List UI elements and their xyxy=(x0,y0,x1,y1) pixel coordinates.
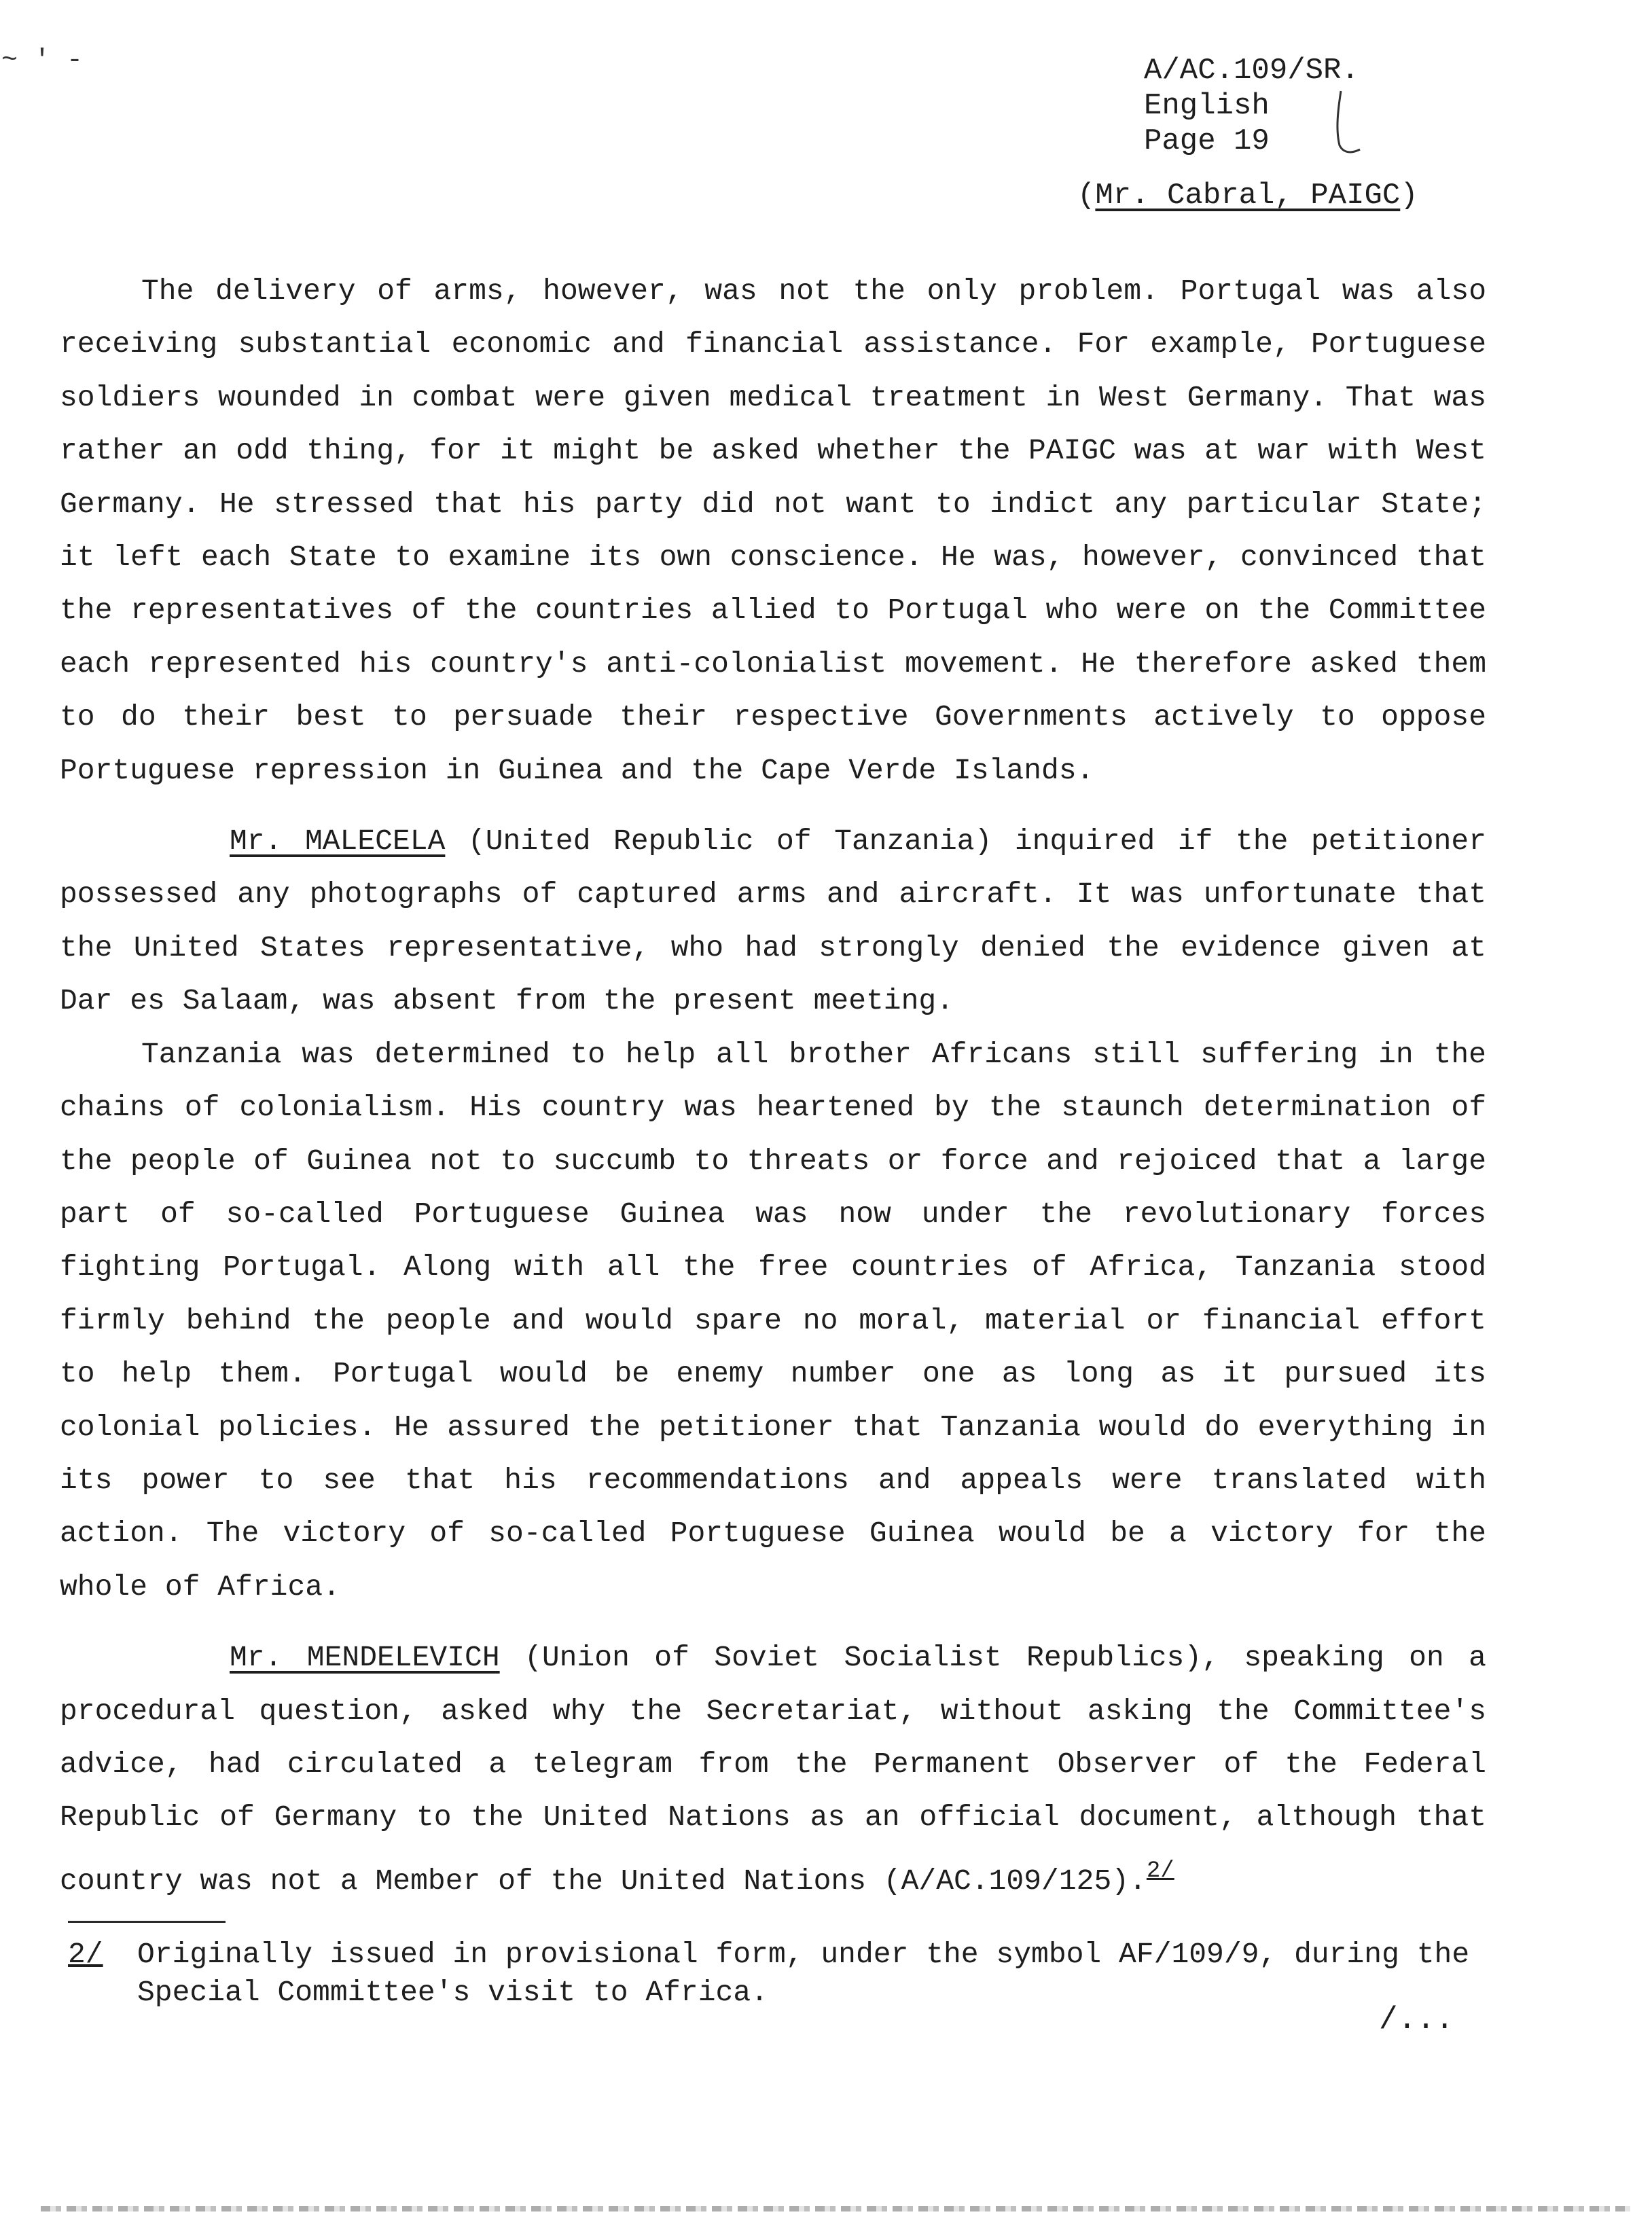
document-header xyxy=(1144,53,1359,159)
paragraph-cabral: The delivery of arms, however, was not the only problem. Portugal was also receiving substantial economic and financial assistance. For example, Portuguese soldiers wounded in combat were given medical treatment in West Germany. That was rather an odd thing, for it might be asked whether the PAIGC was at war with West Germany. He stressed that his party did not want to indict any particular State; it left each State to examine its own conscience. He was, however, convinced that the representatives of the countries allied to Portugal who were on the Committee each represented his country's anti-colonialist movement. He therefore asked them to do their best to persuade their respective Governments actively to oppose Portuguese repression in Guinea and the Cape Verde Islands. xyxy=(60,274,1486,787)
handwritten-bracket xyxy=(1331,88,1363,156)
footnote-reference: 2/ xyxy=(1146,1858,1174,1884)
footnote-text: Originally issued in provisional form, under the symbol AF/109/9, during the Special Committee's visit to Africa. xyxy=(137,1938,1470,2009)
paragraph-mendelevich xyxy=(60,1631,1486,1908)
paragraph-tanzania: Tanzania was determined to help all brother Africans still suffering in the chains of colonialism. His country was heartened by the staunch determination of the people of Guinea not to succumb to threats or force and rejoiced that a large part of so-called Portuguese Guinea was now under the revolutionary forces fighting Portugal. Along with all the free countries of Africa, Tanzania stood firmly behind the people and would spare no moral, material or financial effort to help them. Portugal would be enemy number one as long as it pursued its colonial policies. He assured the petitioner that Tanzania would do everything in its power to see that his recommendations and appeals were translated with action. The victory of so-called Portuguese Guinea would be a victory for the whole of Africa. xyxy=(60,1037,1486,1604)
page-number: Page 19 xyxy=(1144,124,1270,158)
footnote-mark: 2/ xyxy=(68,1938,103,1971)
document-language: English xyxy=(1144,89,1270,123)
paragraph-mendelevich-text: (Union of Soviet Socialist Republics), speaking on a procedural question, asked why the Secretariat, without asking the Committee's advice, had circulated a telegram from the Permanent Observer of the Federal Republic of Germany to the United Nations as an official document, although that country was not a Member of the United Nations (A/AC.109/125). xyxy=(60,1641,1486,1898)
continued-marker: /... xyxy=(1379,2002,1454,2038)
footnote-rule xyxy=(68,1921,226,1923)
body-text xyxy=(60,265,1486,1908)
scan-speck: ~ ' - xyxy=(1,46,84,76)
speaker-name-malecela: Mr. MALECELA xyxy=(230,825,446,859)
footnote xyxy=(68,1936,1494,2012)
scan-edge-artifact xyxy=(41,2206,1630,2211)
current-speaker: Mr. Cabral, PAIGC xyxy=(1095,179,1401,213)
document-symbol: A/AC.109/SR. xyxy=(1144,54,1359,88)
paragraph-malecela xyxy=(60,815,1486,1028)
paragraph-malecela-text: (United Republic of Tanzania) inquired if the petitioner possessed any photographs of captured arms and aircraft. It was unfortunate that the United States representative, who had strongly denied the evidence given at Dar es Salaam, was absent from the present meeting. xyxy=(60,825,1486,1018)
current-speaker-tag: (Mr. Cabral, PAIGC) xyxy=(1077,179,1418,213)
speaker-name-mendelevich: Mr. MENDELEVICH xyxy=(230,1641,500,1675)
